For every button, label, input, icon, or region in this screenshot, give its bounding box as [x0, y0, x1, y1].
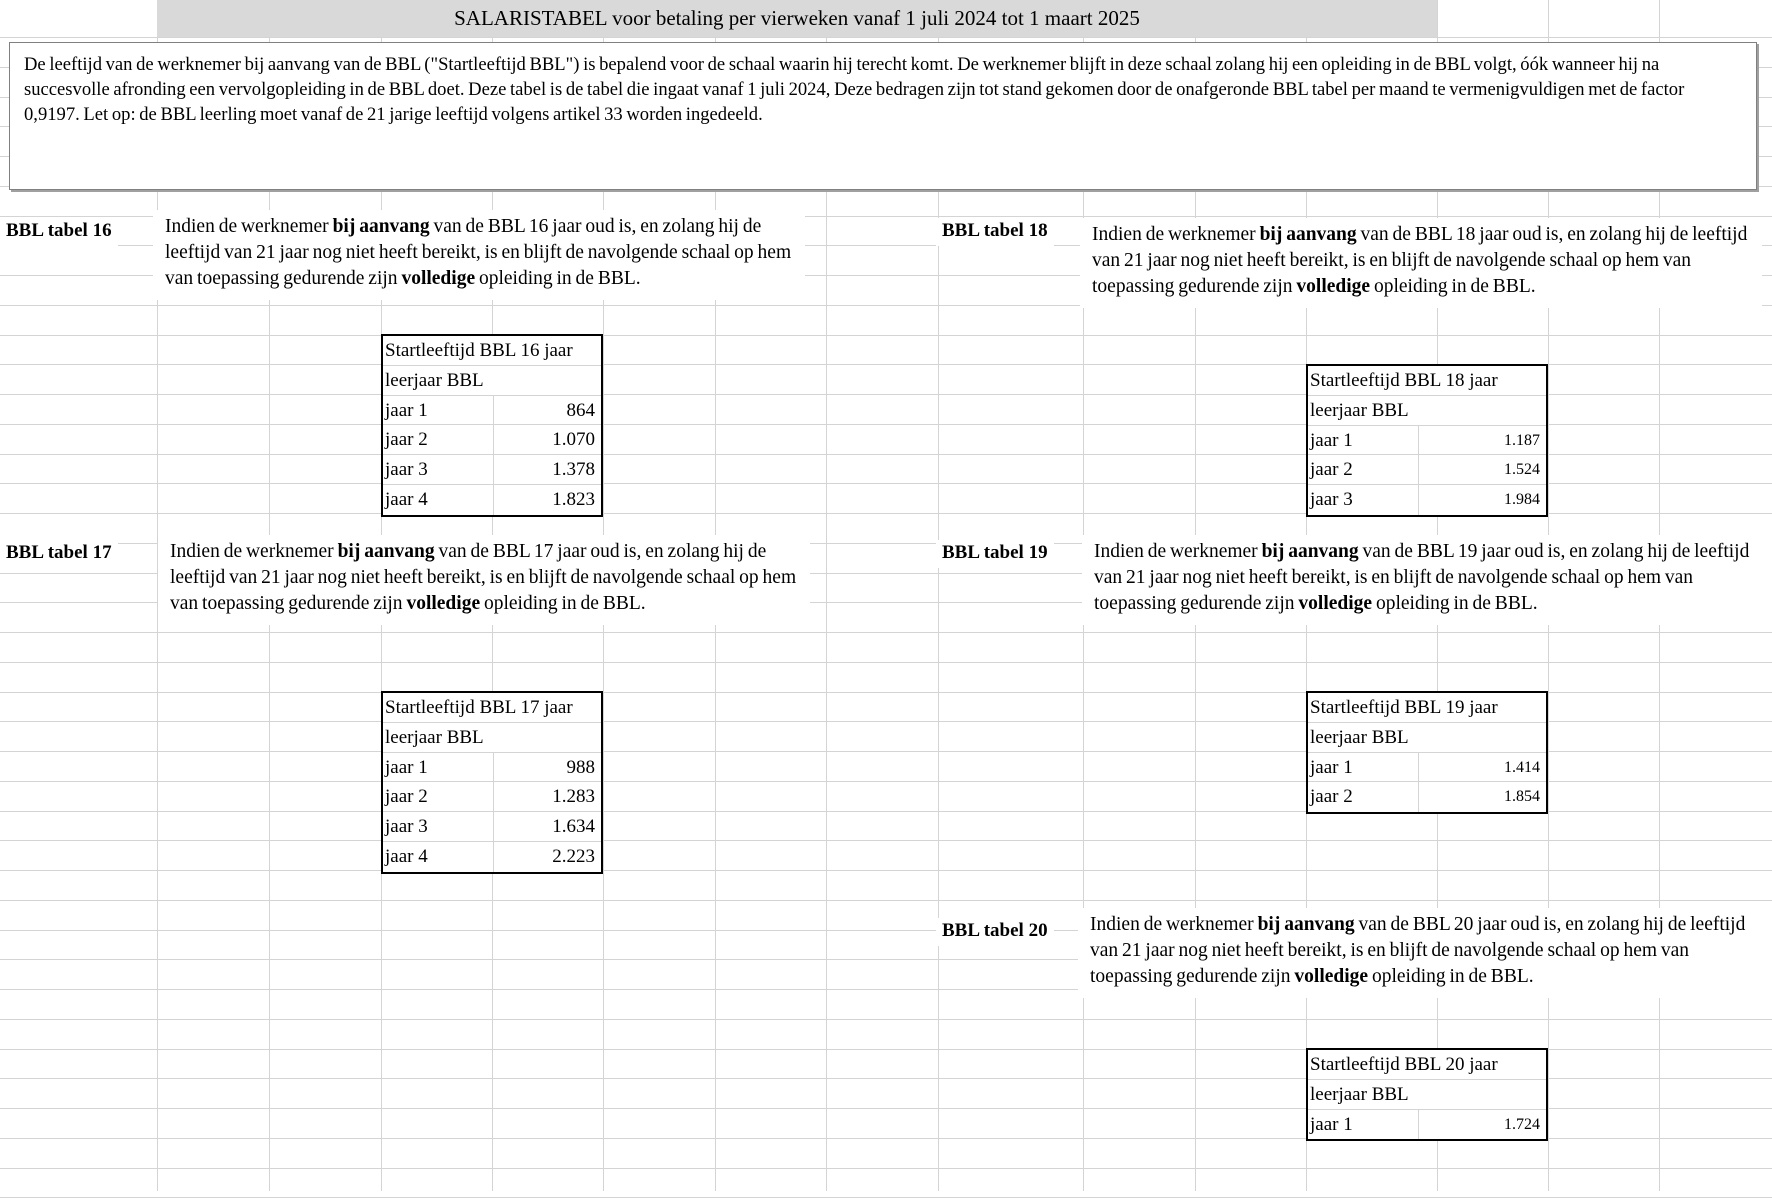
intro-textbox: De leeftijd van de werknemer bij aanvang van de BBL ("Startleeftijd BBL") is bepalend voor de schaal waarin hij terecht komt. De werknemer blijft in deze schaal zolang hij een opleiding in de BBL volgt, óók wanneer hij na succesvolle afronding een vervolgopleiding in de BBL doet. Deze tabel is de tabel die ingaat vanaf 1 juli 2024, Deze bedragen zijn tot stand gekomen door de onafgeronde BBL tabel per maand te vermenigvuldigen met de factor 0,9197. Let op: de BBL leerling moet vanaf de 21 jarige leeftijd volgens artikel 33 worden ingedeeld. [9, 42, 1757, 190]
year-cell: jaar 1 [1308, 426, 1419, 455]
amount-cell: 1.634 [552, 816, 595, 837]
description-text: van de BBL 16 jaar oud is, en zolang hij de leeftijd van 21 jaar nog niet heeft bereikt, is en blijft de navolgende schaal op hem van toepassing gedurende zijn [165, 216, 792, 289]
description-text: Indien de werknemer [1094, 541, 1262, 562]
salary-table [1306, 691, 1548, 814]
description-text: van de BBL 18 jaar oud is, en zolang hij de leeftijd van 21 jaar nog niet heeft bereikt, is en blijft de navolgende schaal op hem van toepassing gedurende zijn [1092, 224, 1748, 297]
description-text: van de BBL 19 jaar oud is, en zolang hij de leeftijd van 21 jaar nog niet heeft bereikt, is en blijft de navolgende schaal op hem van toepassing gedurende zijn [1094, 541, 1750, 614]
table-row [383, 842, 601, 872]
amount-cell: 1.823 [552, 488, 595, 510]
grid-row-line [0, 870, 1772, 871]
table-subheader: leerjaar BBL [385, 369, 484, 391]
description-bold: volledige [401, 268, 476, 289]
salary-table [381, 334, 603, 517]
amount-cell: 1.378 [552, 459, 595, 480]
amount-cell: 1.414 [1504, 758, 1540, 776]
year-cell: jaar 3 [1308, 485, 1419, 515]
table-subheader: leerjaar BBL [385, 726, 484, 748]
table-label: BBL tabel 19 [936, 540, 1054, 568]
year-cell: jaar 2 [383, 782, 494, 811]
amount-cell: 864 [566, 399, 595, 421]
description-text: Indien de werknemer [165, 216, 333, 237]
description-bold: volledige [1296, 276, 1371, 297]
table-row [1308, 426, 1546, 456]
description-text: opleiding in de BBL. [1368, 966, 1534, 987]
amount-cell: 1.283 [552, 786, 595, 808]
table-description [158, 535, 810, 625]
description-text: van de BBL 20 jaar oud is, en zolang hij de leeftijd van 21 jaar nog niet heeft bereikt, is en blijft de navolgende schaal op hem van toepassing gedurende zijn [1090, 914, 1746, 987]
table-header: Startleeftijd BBL 20 jaar [1310, 1054, 1498, 1075]
amount-cell: 1.070 [552, 429, 595, 451]
table-header: Startleeftijd BBL 17 jaar [385, 697, 573, 718]
description-bold: bij aanvang [1261, 541, 1359, 562]
year-cell: jaar 2 [383, 425, 494, 454]
table-subheader: leerjaar BBL [1310, 399, 1409, 421]
grid-row-line [0, 37, 1772, 38]
table-subheader: leerjaar BBL [1310, 1083, 1409, 1105]
year-cell: jaar 1 [383, 396, 494, 425]
description-text: opleiding in de BBL. [475, 268, 641, 289]
table-description [153, 210, 805, 300]
table-row [383, 753, 601, 783]
grid-row-line [0, 840, 1772, 841]
amount-cell: 988 [566, 756, 595, 778]
amount-cell: 1.984 [1504, 491, 1540, 508]
table-row [383, 396, 601, 426]
description-text: Indien de werknemer [170, 541, 338, 562]
amount-cell: 1.524 [1504, 461, 1540, 479]
year-cell: jaar 3 [383, 455, 494, 484]
table-subheader: leerjaar BBL [1310, 726, 1409, 748]
table-header: Startleeftijd BBL 16 jaar [385, 340, 573, 361]
year-cell: jaar 2 [1308, 782, 1419, 812]
description-bold: bij aanvang [337, 541, 435, 562]
table-description [1080, 218, 1762, 308]
year-cell: jaar 3 [383, 812, 494, 841]
description-bold: bij aanvang [332, 216, 430, 237]
description-text: opleiding in de BBL. [1372, 593, 1538, 614]
description-text: opleiding in de BBL. [1370, 276, 1536, 297]
amount-cell: 2.223 [552, 845, 595, 867]
table-description [1082, 535, 1772, 625]
description-text: van de BBL 17 jaar oud is, en zolang hij de leeftijd van 21 jaar nog niet heeft bereikt, is en blijft de navolgende schaal op hem van toepassing gedurende zijn [170, 541, 797, 614]
table-row [1308, 455, 1546, 485]
sheet-title: SALARISTABEL voor betaling per vierweken vanaf 1 juli 2024 tot 1 maart 2025 [157, 0, 1437, 37]
table-row [383, 812, 601, 842]
table-row [383, 425, 601, 455]
year-cell: jaar 2 [1308, 455, 1419, 484]
table-row [1308, 1110, 1546, 1140]
table-row [1308, 753, 1546, 783]
table-description [1078, 908, 1772, 998]
year-cell: jaar 1 [1308, 1110, 1419, 1140]
grid-row-line [0, 1019, 1772, 1020]
description-bold: bij aanvang [1259, 224, 1357, 245]
salary-table [381, 691, 603, 874]
description-bold: volledige [1294, 966, 1369, 987]
table-label: BBL tabel 17 [0, 540, 118, 568]
table-label: BBL tabel 18 [936, 218, 1054, 246]
description-text: Indien de werknemer [1092, 224, 1260, 245]
description-bold: volledige [406, 593, 481, 614]
table-label: BBL tabel 20 [936, 918, 1054, 946]
grid-row-line [0, 632, 1772, 633]
grid-row-line [0, 900, 1772, 901]
description-bold: volledige [1298, 593, 1373, 614]
grid-row-line [0, 1168, 1772, 1169]
amount-cell: 1.187 [1504, 431, 1540, 449]
amount-cell: 1.854 [1504, 788, 1540, 806]
salary-table [1306, 1048, 1548, 1141]
table-header: Startleeftijd BBL 19 jaar [1310, 697, 1498, 718]
table-header: Startleeftijd BBL 18 jaar [1310, 370, 1498, 391]
salary-table [1306, 364, 1548, 517]
year-cell: jaar 1 [383, 753, 494, 782]
table-label: BBL tabel 16 [0, 218, 118, 246]
grid-row-line [0, 335, 1772, 336]
year-cell: jaar 4 [383, 485, 494, 515]
table-row [1308, 485, 1546, 515]
table-row [383, 455, 601, 485]
year-cell: jaar 1 [1308, 753, 1419, 782]
table-row [383, 485, 601, 515]
description-text: Indien de werknemer [1090, 914, 1258, 935]
table-row [1308, 782, 1546, 812]
description-text: opleiding in de BBL. [480, 593, 646, 614]
amount-cell: 1.724 [1504, 1115, 1540, 1133]
grid-row-line [0, 662, 1772, 663]
year-cell: jaar 4 [383, 842, 494, 872]
description-bold: bij aanvang [1257, 914, 1355, 935]
table-row [383, 782, 601, 812]
